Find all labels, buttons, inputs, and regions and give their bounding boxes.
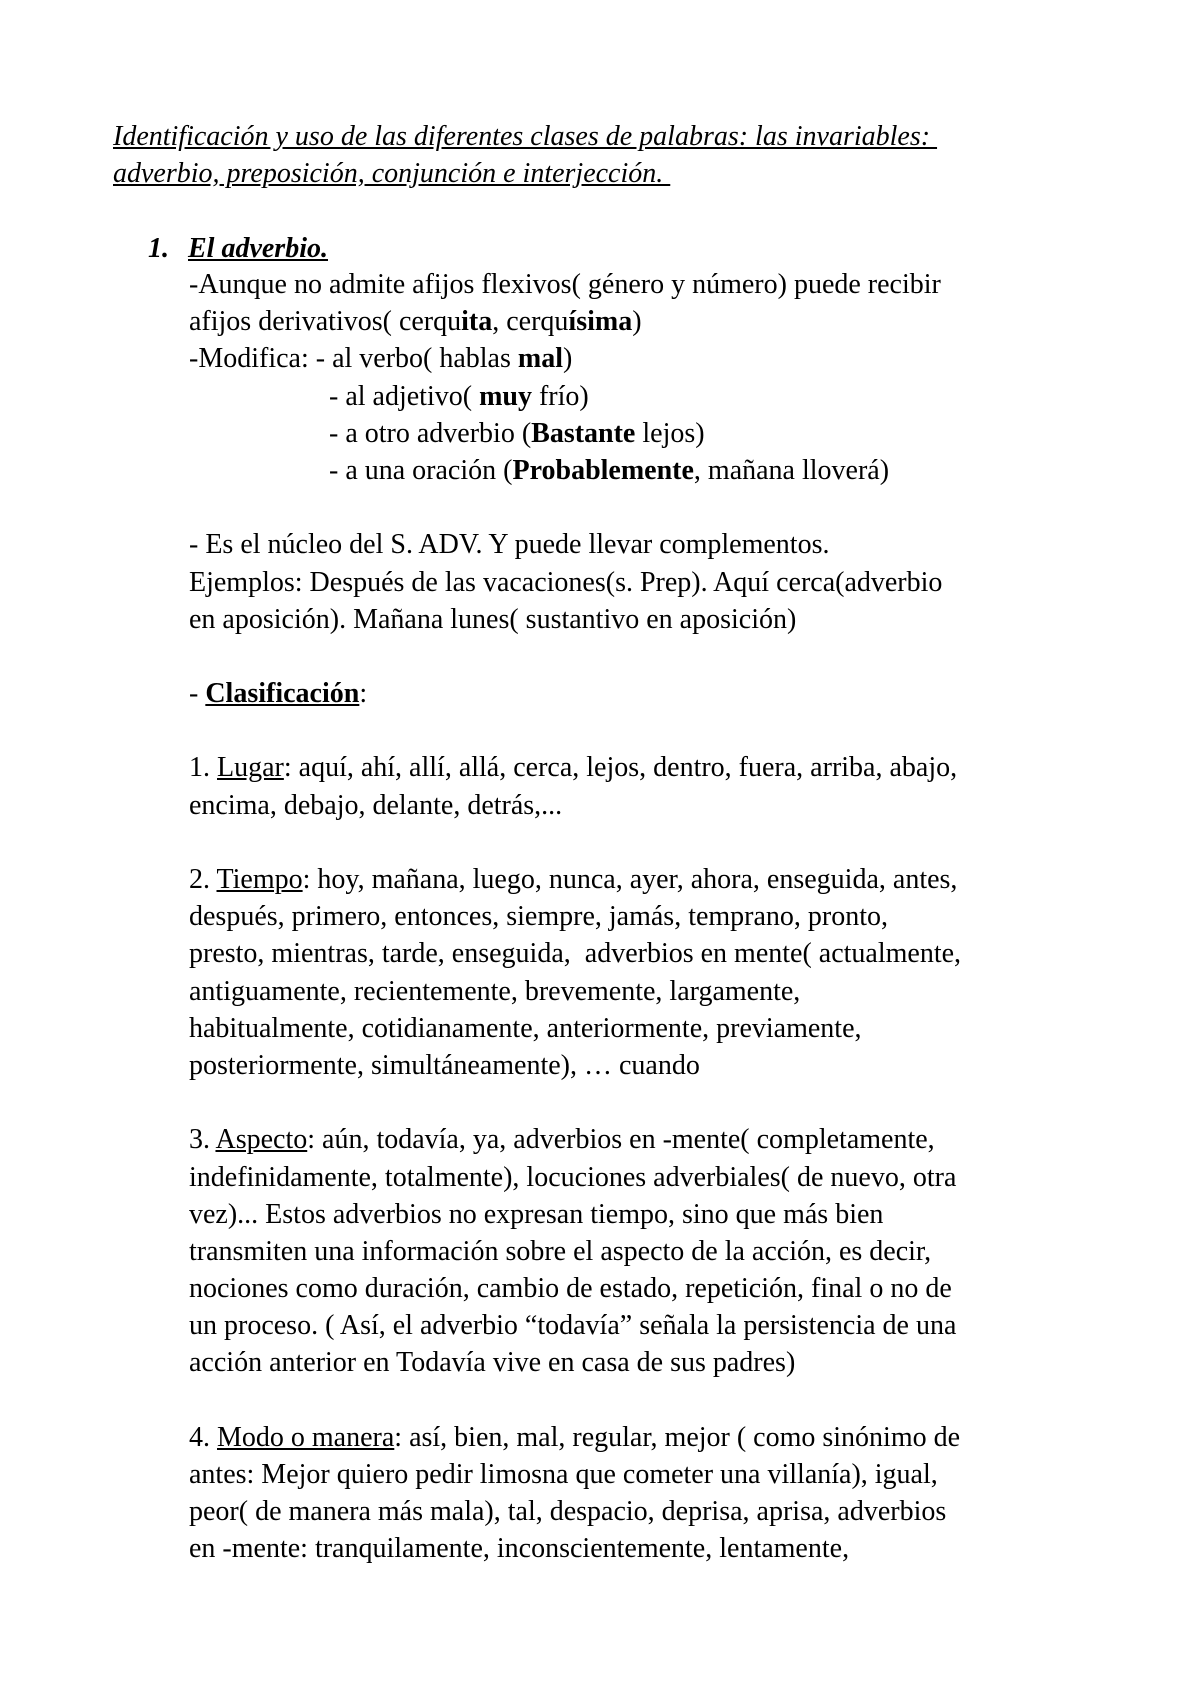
category-label: Aspecto [215, 1124, 308, 1156]
text-run: : aún, todavía, ya, adverbios en -mente( completamente, [307, 1124, 935, 1156]
modifica-adjetivo [189, 378, 1149, 415]
bold-run: ísima [568, 306, 633, 338]
text-run: -Modifica: - al verbo( hablas [189, 343, 518, 375]
nucleo-line-1: - Es el núcleo del S. ADV. Y puede llevar complementos. [189, 529, 830, 561]
afijos-line-2 [189, 303, 1149, 340]
list-number: 2. [189, 864, 217, 895]
aspecto-line-3: vez)... Estos adverbios no expresan tiempo, sino que más bien [189, 1198, 884, 1230]
afijos-line-1: -Aunque no admite afijos flexivos( género y número) puede recibir [189, 269, 941, 300]
title-line-1: Identificación y uso de las diferentes clases de palabras: las invariables: [113, 121, 938, 152]
modo-line-1 [189, 1419, 1149, 1456]
text-run: lejos) [635, 417, 705, 449]
document-title [113, 118, 1113, 192]
text-run: - [189, 678, 206, 710]
tiempo-line-2: después, primero, entonces, siempre, jamás, temprano, pronto, [189, 901, 889, 933]
title-line-2: adverbio, preposición, conjunción e interjección. [113, 158, 671, 189]
text-run: , mañana lloverá) [693, 454, 890, 486]
text-run: - al adjetivo( [329, 380, 480, 412]
spacer [189, 712, 1149, 749]
bold-run: muy [479, 380, 532, 412]
text-run: ) [632, 306, 642, 338]
spacer [189, 1382, 1149, 1419]
text-run: - a otro adverbio ( [329, 417, 532, 449]
text-run: : así, bien, mal, regular, mejor ( como sinónimo de [394, 1421, 961, 1453]
text-run: : aquí, ahí, allí, allá, cerca, lejos, dentro, fuera, arriba, abajo, [283, 752, 958, 784]
text-run: : hoy, mañana, luego, nunca, ayer, ahora, enseguida, antes, [302, 864, 958, 895]
text-run: frío) [531, 380, 589, 412]
tiempo-line-1 [189, 861, 1149, 898]
aspecto-line-4: transmiten una información sobre el aspecto de la acción, es decir, [189, 1235, 932, 1267]
bold-run: Probablemente [512, 454, 694, 486]
text-run: , cerqu [492, 306, 569, 338]
list-number: 3. [189, 1124, 216, 1156]
clasificacion-heading [189, 675, 1149, 712]
spacer [189, 489, 1149, 526]
text-run: ) [563, 343, 573, 375]
spacer [189, 638, 1149, 675]
modifica-oracion [189, 452, 1149, 489]
spacer [189, 824, 1149, 861]
list-number: 1. [189, 752, 217, 784]
lugar-line-2: encima, debajo, delante, detrás,... [189, 789, 563, 821]
text-run: : [359, 678, 368, 710]
section-1-body [189, 266, 1149, 1568]
modo-line-2: antes: Mejor quiero pedir limosna que cometer una villanía), igual, [189, 1459, 938, 1490]
section-1-number: 1. [148, 233, 169, 264]
nucleo-line-3: en aposición). Mañana lunes( sustantivo en aposición) [189, 603, 797, 635]
nucleo-line-2: Ejemplos: Después de las vacaciones(s. Prep). Aquí cerca(adverbio [189, 566, 943, 598]
bold-run: Bastante [531, 417, 636, 449]
tiempo-line-5: habitualmente, cotidianamente, anteriormente, previamente, [189, 1012, 862, 1044]
spacer [189, 1084, 1149, 1121]
clasificacion-label: Clasificación [205, 678, 360, 710]
category-label: Tiempo [216, 864, 303, 895]
section-1-title: El adverbio. [188, 233, 328, 264]
category-label: Lugar [217, 752, 284, 784]
modifica-verbo [189, 340, 1149, 377]
modo-line-3: peor( de manera más mala), tal, despacio, deprisa, aprisa, adverbios [189, 1496, 947, 1528]
tiempo-line-6: posteriormente, simultáneamente), … cuando [189, 1049, 700, 1081]
category-label: Modo o manera [217, 1421, 395, 1453]
aspecto-line-1 [189, 1121, 1149, 1158]
tiempo-line-3: presto, mientras, tarde, enseguida, adverbios en mente( actualmente, [189, 938, 962, 970]
list-number: 4. [189, 1421, 217, 1453]
tiempo-line-4: antiguamente, recientemente, brevemente, largamente, [189, 975, 801, 1007]
aspecto-line-2: indefinidamente, totalmente), locuciones adverbiales( de nuevo, otra [189, 1161, 957, 1193]
text-run: - a una oración ( [329, 454, 513, 486]
bold-run: mal [517, 343, 563, 375]
aspecto-line-6: un proceso. ( Así, el adverbio “todavía” señala la persistencia de una [189, 1310, 957, 1342]
modo-line-4: en -mente: tranquilamente, inconscientemente, lentamente, [189, 1533, 850, 1565]
aspecto-line-7: acción anterior en Todavía vive en casa de sus padres) [189, 1347, 796, 1379]
section-1-heading [148, 230, 328, 267]
bold-run: ita [461, 306, 493, 338]
aspecto-line-5: nociones como duración, cambio de estado, repetición, final o no de [189, 1273, 952, 1305]
modifica-adverbio [189, 415, 1149, 452]
lugar-line-1 [189, 749, 1149, 786]
text-run: afijos derivativos( cerqu [189, 306, 462, 338]
